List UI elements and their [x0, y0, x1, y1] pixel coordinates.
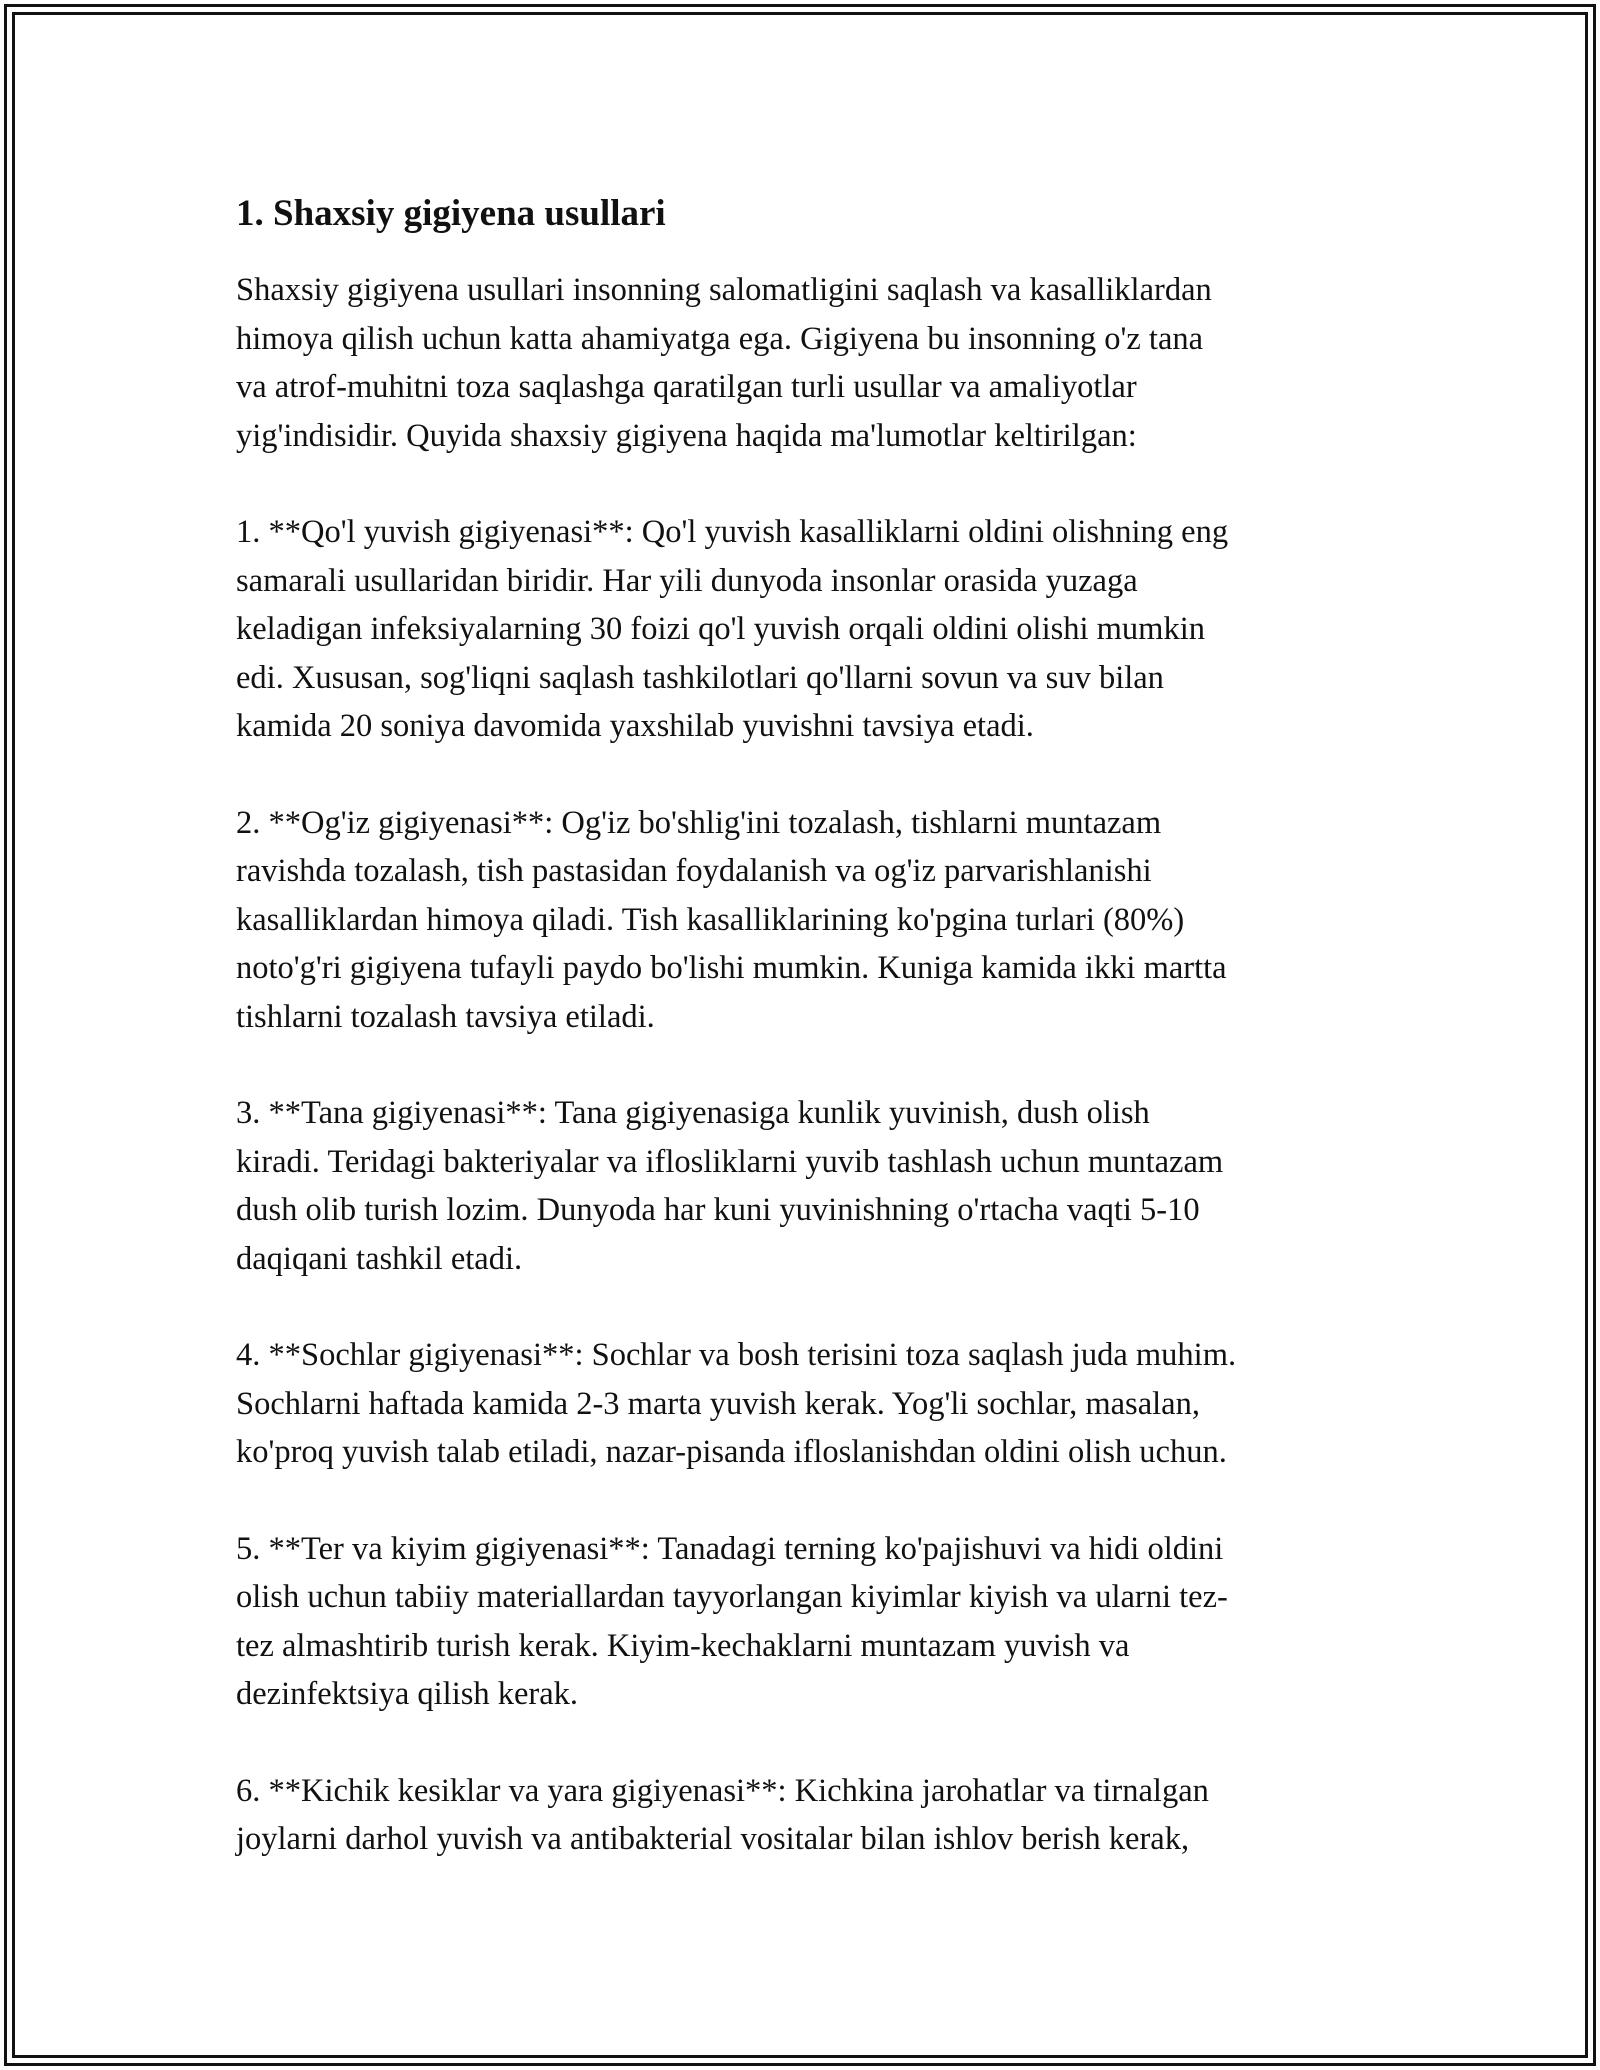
paragraph-hand-washing: 1. **Qo'l yuvish gigiyenasi**: Qo'l yuvish kasalliklarni oldini olishning eng samarali usullaridan biridir. Har yili dunyoda insonlar orasida yuzaga keladigan infeksiyalarning 30 foizi qo'l yuvish orqali oldini olishi mumkin edi. Xususan, sog'liqni saqlash tashkilotlari qo'llarni sovun va suv bilan kamida 20 soniya davomida yaxshilab yuvishni tavsiya etadi.: [236, 514, 1229, 744]
paragraph-wound-hygiene: 6. **Kichik kesiklar va yara gigiyenasi**: Kichkina jarohatlar va tirnalgan joylarni darhol yuvish va antibakterial vositalar bilan ishlov berish kerak,: [236, 1772, 1209, 1857]
paragraph-body-hygiene: 3. **Tana gigiyenasi**: Tana gigiyenasiga kunlik yuvinish, dush olish kiradi. Teridagi bakteriyalar va iflosliklarni yuvib tashlash uchun muntazam dush olib turish lozim. Dunyoda har kuni yuvinishning o'rtacha vaqti 5-10 daqiqani tashkil etadi.: [236, 1095, 1224, 1277]
section-heading: 1. Shaxsiy gigiyena usullari: [236, 193, 666, 234]
paragraph-hair-hygiene: 4. **Sochlar gigiyenasi**: Sochlar va bosh terisini toza saqlash juda muhim. Sochlarni haftada kamida 2-3 marta yuvish kerak. Yog'li sochlar, masalan, ko'proq yuvish talab etiladi, nazar-pisanda ifloslanishdan oldini olish uchun.: [236, 1337, 1237, 1470]
paragraph-sweat-clothing-hygiene: 5. **Ter va kiyim gigiyenasi**: Tanadagi terning ko'pajishuvi va hidi oldini olish uchun tabiiy materiallardan tayyorlangan kiyimlar kiyish va ularni tez- tez almashtirib turish kerak. Kiyim-kechaklarni muntazam yuvish va dezinfektsiya qilish kerak.: [236, 1530, 1228, 1712]
paragraph-oral-hygiene: 2. **Og'iz gigiyenasi**: Og'iz bo'shlig'ini tozalash, tishlarni muntazam ravishda tozalash, tish pastasidan foydalanish va og'iz parvarishlanishi kasalliklardan himoya qiladi. Tish kasalliklarining ko'pgina turlari (80%) noto'g'ri gigiyena tufayli paydo bo'lishi mumkin. Kuniga kamida ikki martta tishlarni tozalash tavsiya etiladi.: [236, 804, 1227, 1035]
document-body: [236, 188, 1370, 1912]
intro-paragraph: Shaxsiy gigiyena usullari insonning salomatligini saqlash va kasalliklardan himoya qilish uchun katta ahamiyatga ega. Gigiyena bu insonning o'z tana va atrof-muhitni toza saqlashga qaratilgan turli usullar va amaliyotlar yig'indisidir. Quyida shaxsiy gigiyena haqida ma'lumotlar keltirilgan:: [236, 272, 1212, 454]
